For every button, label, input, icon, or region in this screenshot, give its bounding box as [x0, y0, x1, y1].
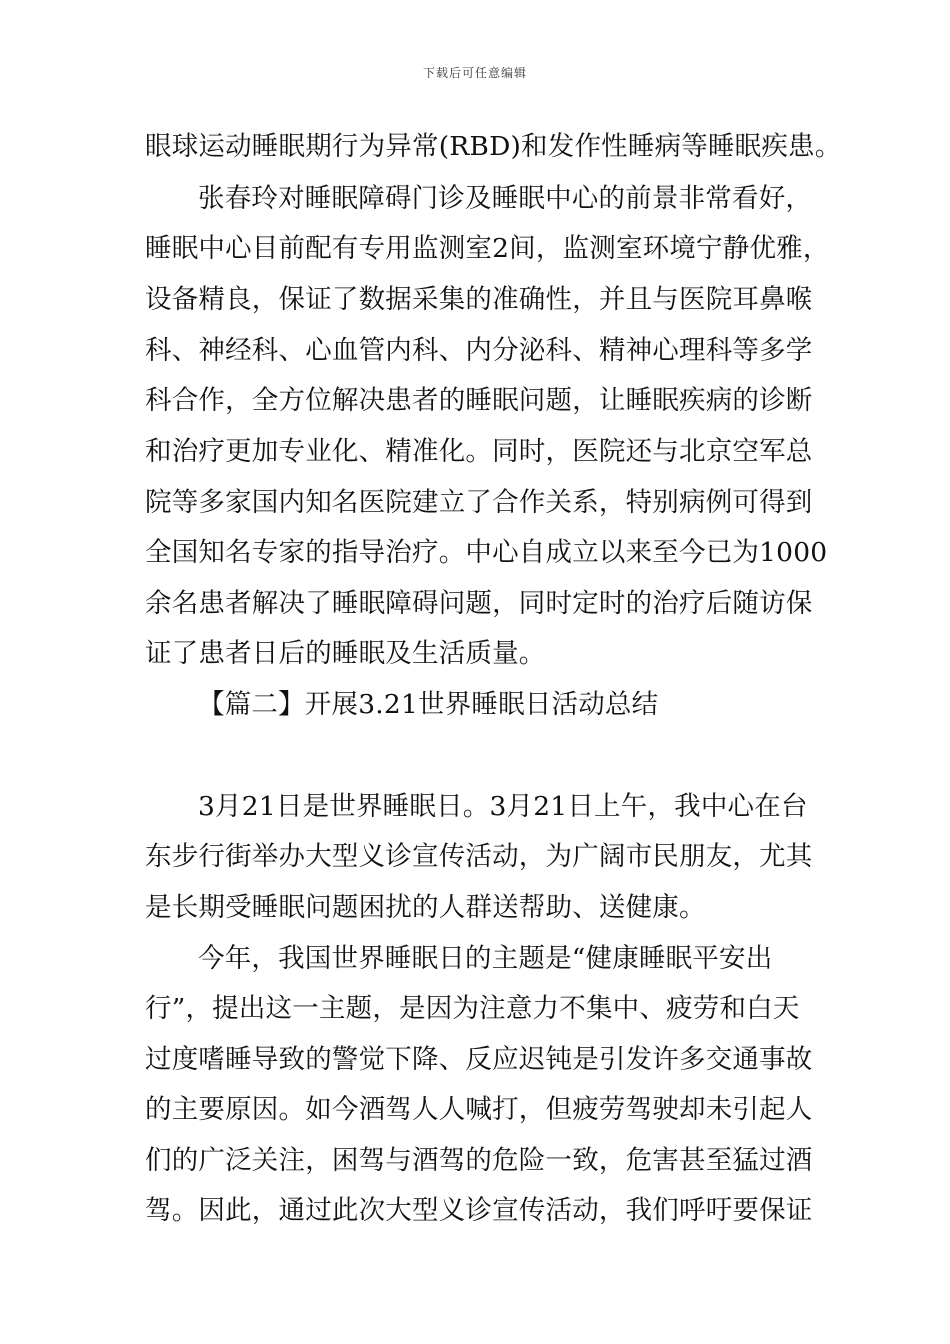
text-line: 行”，提出这一主题，是因为注意力不集中、疲劳和白天 — [145, 993, 800, 1024]
text-line: 驾。因此，通过此次大型义诊宣传活动，我们呼吁要保证 — [145, 1195, 813, 1226]
paragraph-first-line: 3月21日是世界睡眠日。3月21日上午，我中心在台 — [198, 791, 808, 822]
text-line: 全国知名专家的指导治疗。中心自成立以来至今已为1000 — [145, 537, 828, 568]
text-line: 眼球运动睡眠期行为异常(RBD)和发作性睡病等睡眠疾患。 — [145, 131, 842, 162]
text-line: 科合作，全方位解决患者的睡眠问题，让睡眠疾病的诊断 — [145, 385, 813, 416]
text-line: 证了患者日后的睡眠及生活质量。 — [145, 638, 546, 669]
section-heading: 【篇二】开展3.21世界睡眠日活动总结 — [198, 689, 659, 720]
paragraph-first-line: 张春玲对睡眠障碍门诊及睡眠中心的前景非常看好， — [198, 183, 813, 214]
text-line: 余名患者解决了睡眠障碍问题，同时定时的治疗后随访保 — [145, 588, 813, 619]
text-line: 们的广泛关注，困驾与酒驾的危险一致，危害甚至猛过酒 — [145, 1145, 813, 1176]
text-line: 的主要原因。如今酒驾人人喊打，但疲劳驾驶却未引起人 — [145, 1094, 813, 1125]
text-line: 东步行街举办大型义诊宣传活动，为广阔市民朋友，尤其 — [145, 841, 813, 872]
text-line: 过度嗜睡导致的警觉下降、反应迟钝是引发许多交通事故 — [145, 1044, 813, 1075]
text-line: 科、神经科、心血管内科、内分泌科、精神心理科等多学 — [145, 335, 813, 366]
page-header: 下载后可任意编辑 — [422, 66, 527, 80]
text-line: 睡眠中心目前配有专用监测室2间，监测室环境宁静优雅， — [145, 233, 830, 264]
text-line: 设备精良，保证了数据采集的准确性，并且与医院耳鼻喉 — [145, 284, 813, 315]
text-line: 院等多家国内知名医院建立了合作关系，特别病例可得到 — [145, 487, 813, 518]
text-line: 和治疗更加专业化、精准化。同时，医院还与北京空军总 — [145, 436, 813, 467]
paragraph-first-line: 今年，我国世界睡眠日的主题是“健康睡眠平安出 — [198, 943, 773, 974]
text-line: 是长期受睡眠问题困扰的人群送帮助、送健康。 — [145, 892, 706, 923]
